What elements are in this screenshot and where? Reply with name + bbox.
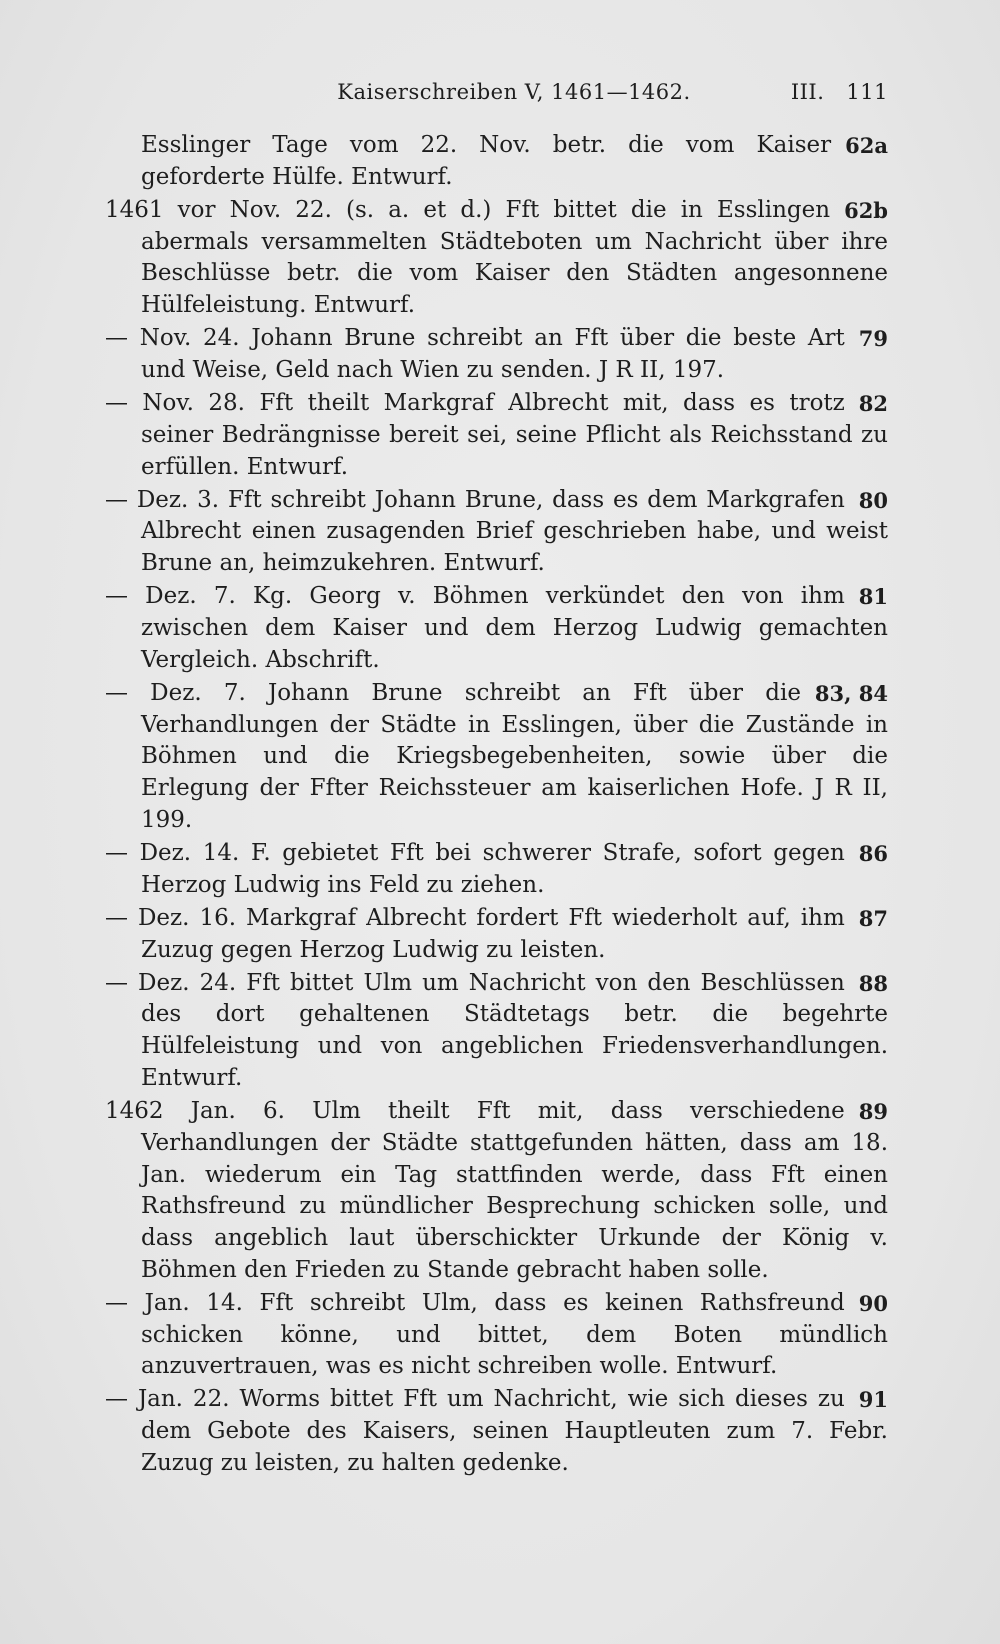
document-number: 83, 84 — [814, 680, 888, 706]
entry-text: Johann Brune schreibt an Fft über die Verhandlungen der Städte in Esslingen, über die Zustände in Böhmen und die Kriegsbegebenheiten, sowie über die Erlegung der Ffter Reichssteuer am kaiserlichen Hofe. J R II, 199. — [141, 679, 888, 833]
list-item — [105, 130, 888, 193]
entry-date: — Dez. 3. — [105, 486, 220, 513]
list-item — [105, 968, 888, 1095]
entry-text: Johann Brune schreibt an Fft über die beste Art und Weise, Geld nach Wien zu senden. J R II, 197. — [141, 325, 845, 383]
list-item — [105, 678, 888, 837]
list-item — [105, 581, 888, 676]
entry-text: Kg. Georg v. Böhmen verkündet den von ihm zwischen dem Kaiser und dem Herzog Ludwig gemachten Vergleich. Abschrift. — [141, 583, 888, 673]
document-number: 82 — [858, 391, 888, 417]
list-item — [105, 1096, 888, 1286]
document-number: 62a — [845, 133, 888, 158]
document-number: 86 — [858, 840, 888, 866]
document-number: 80 — [858, 487, 888, 513]
document-number: 62b — [844, 197, 888, 223]
running-title: Kaiserschreiben V, 1461—1462. — [337, 80, 691, 104]
entry-text: Markgraf Albrecht fordert Fft wiederholt auf, ihm Zuzug gegen Herzog Ludwig zu leisten. — [141, 904, 845, 963]
list-item — [105, 323, 888, 386]
document-number: 81 — [858, 584, 888, 610]
entry-text: Esslinger Tage vom 22. Nov. betr. die vom Kaiser geforderte Hülfe. Entwurf. — [141, 132, 832, 190]
list-item — [105, 195, 888, 322]
document-number: 88 — [858, 970, 888, 996]
list-item — [105, 903, 888, 966]
list-item — [105, 838, 888, 901]
running-header — [140, 80, 888, 108]
entry-text: Ulm theilt Fft mit, dass verschiedene Verhandlungen der Städte stattgefunden hätten, dass am 18. Jan. wiederum ein Tag stattfinden werde, dass Fft einen Rathsfreund zu mündlicher Besprechung schicken solle, und dass angeblich laut überschickter Urkunde der König v. Böhmen den Frieden zu Stande gebracht haben solle. — [141, 1098, 888, 1283]
entry-text: Fft bittet Ulm um Nachricht von den Beschlüssen des dort gehaltenen Städtetags betr. die begehrte Hülfeleistung und von angeblichen Friedensverhandlungen. Entwurf. — [141, 969, 888, 1091]
entry-text: Worms bittet Fft um Nachricht, wie sich dieses zu dem Gebote des Kaisers, seinen Hauptleuten zum 7. Febr. Zuzug zu leisten, zu halten gedenke. — [141, 1386, 888, 1476]
list-item — [105, 1384, 888, 1479]
entry-date: 1461 vor Nov. 22. (s. a. et d.) — [105, 196, 492, 223]
entry-date: — Dez. 16. — [105, 904, 237, 931]
entry-date: — Dez. 14. — [105, 839, 240, 866]
entry-date: — Dez. 7. — [105, 679, 246, 706]
entry-text: Fft schreibt Johann Brune, dass es dem Markgrafen Albrecht einen zusagenden Brief geschrieben habe, und weist Brune an, heimzukehren. Entwurf. — [141, 486, 888, 577]
page-locator — [791, 80, 888, 104]
entry-date: — Jan. 14. — [105, 1289, 243, 1316]
document-number: 90 — [858, 1290, 888, 1316]
entry-date: — Nov. 24. — [105, 325, 240, 352]
document-number: 91 — [858, 1387, 888, 1413]
entry-date: — Dez. 24. — [105, 969, 237, 996]
document-number: 89 — [858, 1099, 888, 1125]
entry-date: 1462 Jan. 6. — [105, 1098, 285, 1125]
list-item — [105, 1288, 888, 1383]
entry-date: — Dez. 7. — [105, 583, 236, 610]
entry-text: Fft theilt Markgraf Albrecht mit, dass es trotz seiner Bedrängnisse bereit sei, seine Pflicht als Reichsstand zu erfüllen. Entwurf. — [141, 390, 888, 480]
regesta-list — [105, 130, 888, 1481]
list-item — [105, 485, 888, 580]
entry-date: — Nov. 28. — [105, 390, 245, 417]
section-label: III. — [790, 80, 825, 104]
entry-date: — Jan. 22. — [105, 1386, 230, 1413]
entry-text: F. gebietet Fft bei schwerer Strafe, sofort gegen Herzog Ludwig ins Feld zu ziehen. — [141, 839, 845, 898]
document-number: 79 — [858, 326, 888, 352]
document-number: 87 — [858, 905, 888, 931]
entry-text: Fft schreibt Ulm, dass es keinen Rathsfreund schicken könne, und bittet, dem Boten mündlich anzuvertrauen, was es nicht schreiben wolle. Entwurf. — [141, 1289, 888, 1380]
page-number: 111 — [846, 80, 888, 104]
list-item — [105, 388, 888, 483]
entry-text: Fft bittet die in Esslingen abermals versammelten Städteboten um Nachricht über ihre Beschlüsse betr. die vom Kaiser den Städten angesonnene Hülfeleistung. Entwurf. — [141, 196, 888, 319]
